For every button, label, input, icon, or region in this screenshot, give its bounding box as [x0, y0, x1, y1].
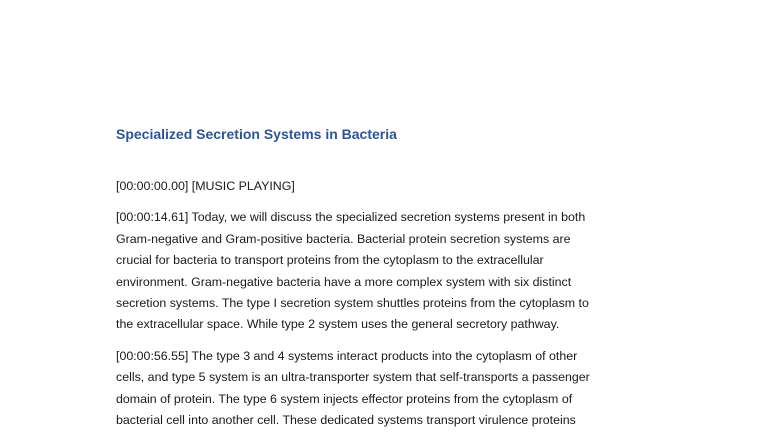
text-line: crucial for bacteria to transport proteins from the cytoplasm to the extracellular — [116, 253, 544, 268]
paragraph-intro — [116, 207, 676, 335]
paragraph-types — [116, 346, 676, 432]
document-title: Specialized Secretion Systems in Bacteria — [116, 126, 397, 142]
text-line: [00:00:00.00] [MUSIC PLAYING] — [116, 179, 295, 193]
text-line: domain of protein. The type 6 system injects effector proteins from the cytoplasm of — [116, 391, 573, 406]
text-line: environment. Gram-negative bacteria have a more complex system with six distinct — [116, 274, 572, 289]
text-line: [00:00:56.55] The type 3 and 4 systems interact products into the cytoplasm of other — [116, 348, 578, 363]
text-line: [00:00:14.61] Today, we will discuss the specialized secretion systems present in both — [116, 210, 586, 225]
text-line: the extracellular space. While type 2 system uses the general secretory pathway. — [116, 317, 560, 332]
text-line: Gram-negative and Gram-positive bacteria. Bacterial protein secretion systems are — [116, 231, 571, 246]
paragraph-music — [116, 176, 676, 197]
text-line: secretion systems. The type I secretion system shuttles proteins from the cytoplasm to — [116, 296, 589, 311]
document-body — [116, 124, 676, 441]
text-line: cells, and type 5 system is an ultra-transporter system that self-transports a passenger — [116, 370, 590, 385]
text-line: bacterial cell into another cell. These dedicated systems transport virulence proteins — [116, 413, 576, 428]
